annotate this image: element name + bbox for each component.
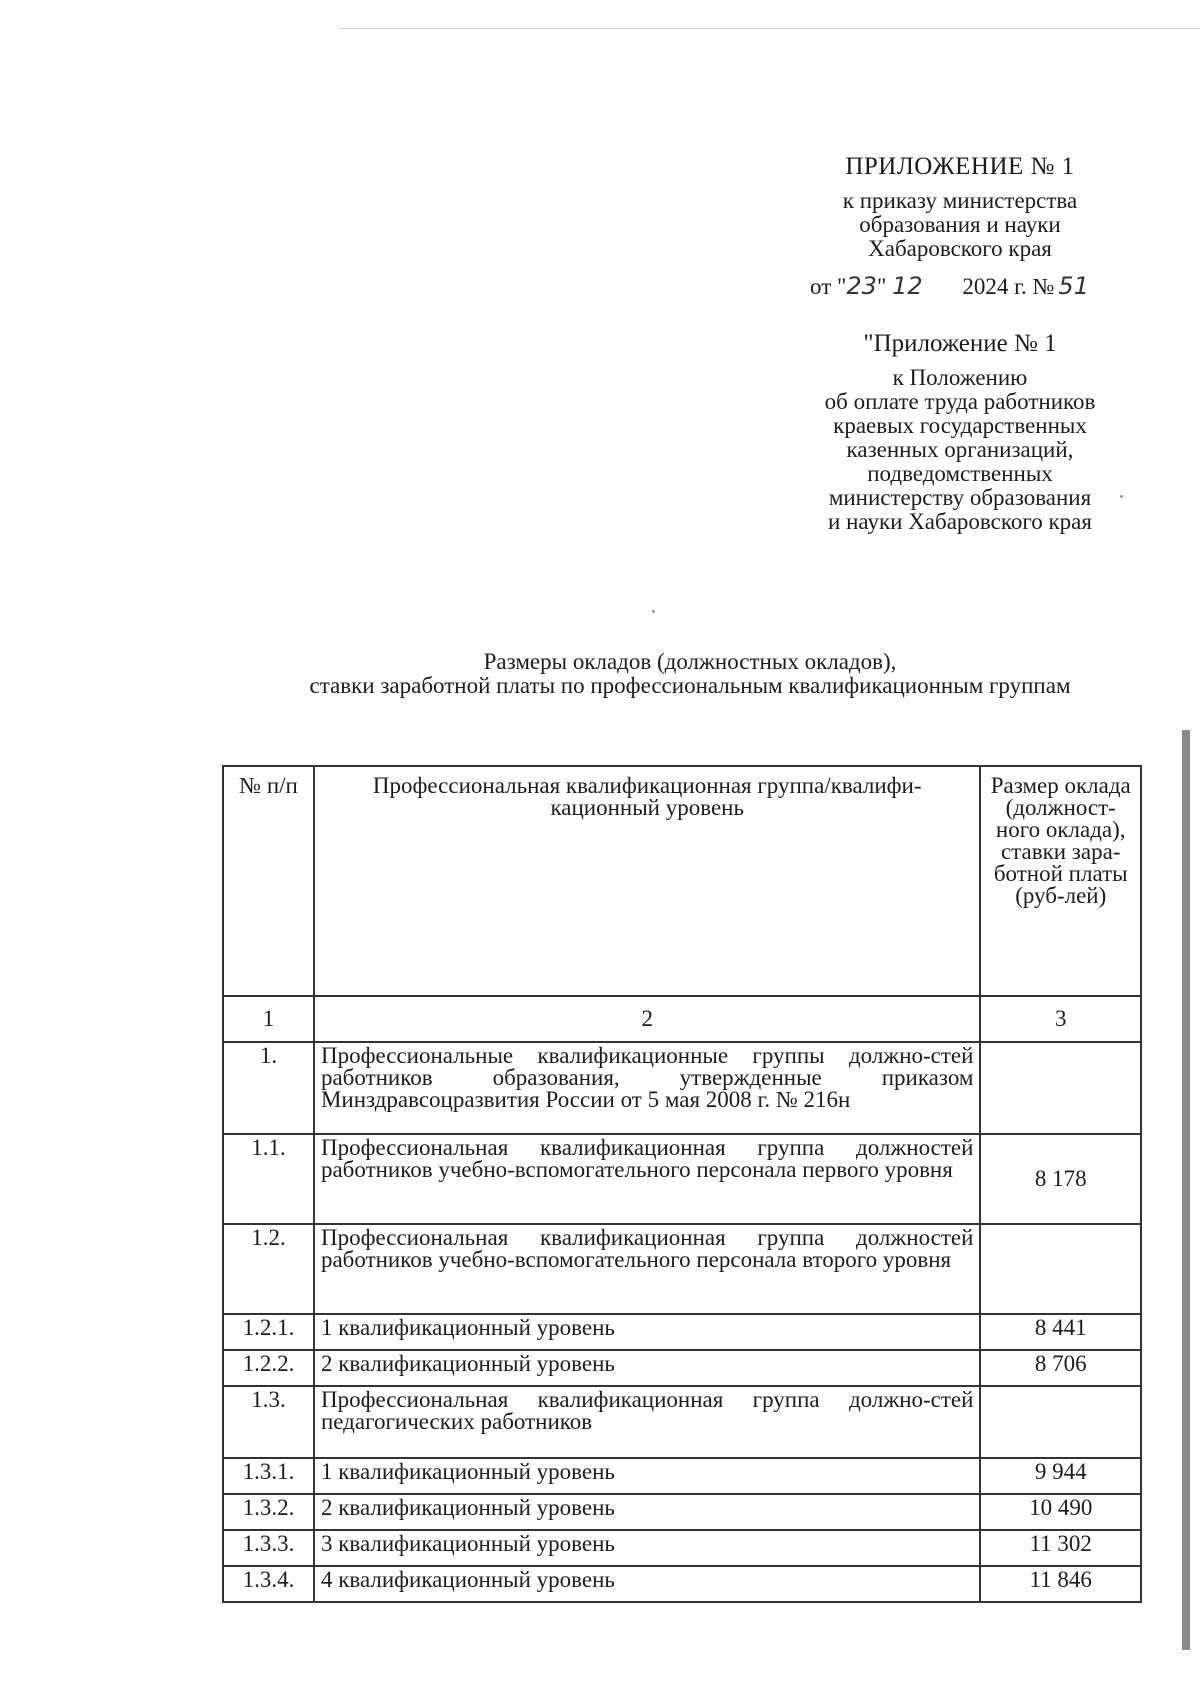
order-date-line — [810, 272, 1170, 300]
header-salary: Размер оклада (должност-ного оклада), ставки зара-ботной платы (руб-лей) — [980, 766, 1141, 996]
scan-edge-top — [340, 28, 1200, 29]
row-value — [980, 1386, 1141, 1458]
handwritten-month: 12 — [892, 272, 923, 300]
row-name: Профессиональная квалификационная группа должно-стей педагогических работников — [314, 1386, 980, 1458]
date-year: 2024 г. № — [962, 274, 1055, 299]
date-prefix: от " — [810, 274, 847, 299]
inner-appendix-line: и науки Хабаровского края — [828, 509, 1092, 534]
caption-line: Размеры окладов (должностных окладов), — [483, 649, 897, 674]
table-row — [223, 1530, 1141, 1566]
row-name: Профессиональная квалификационная группа должностей работников учебно-вспомогательного персонала первого уровня — [314, 1134, 980, 1224]
row-value: 9 944 — [980, 1458, 1141, 1494]
appendix-title: ПРИЛОЖЕНИЕ № 1 — [845, 153, 1075, 180]
salary-table — [222, 765, 1142, 1603]
inner-appendix-line: краевых государственных — [833, 413, 1087, 438]
date-mid: " — [876, 274, 893, 299]
inner-appendix-line: к Положению — [892, 365, 1028, 390]
table-row — [223, 1350, 1141, 1386]
row-num: 1.2.2. — [223, 1350, 314, 1386]
row-num: 1.3.2. — [223, 1494, 314, 1530]
appendix-line: Хабаровского края — [868, 236, 1052, 261]
inner-appendix-header — [760, 332, 1160, 534]
row-name: Профессиональные квалификационные группы должно-стей работников образования, утвержденные приказом Минздравсоцразвития России от 5 мая 2008 г. № 216н — [314, 1042, 980, 1134]
row-value: 8 178 — [980, 1134, 1141, 1224]
appendix-header — [760, 155, 1160, 261]
row-value: 10 490 — [980, 1494, 1141, 1530]
appendix-line: образования и науки — [859, 212, 1061, 237]
table-caption — [220, 650, 1160, 698]
table-row — [223, 1314, 1141, 1350]
row-num: 1. — [223, 1042, 314, 1134]
table-row — [223, 1494, 1141, 1530]
row-value — [980, 1224, 1141, 1314]
inner-appendix-line: казенных организаций, — [846, 437, 1074, 462]
inner-appendix-title: "Приложение № 1 — [863, 330, 1057, 357]
inner-appendix-line: подведомственных — [867, 461, 1053, 486]
header-num: № п/п — [223, 766, 314, 996]
column-number: 1 — [223, 996, 314, 1042]
row-num: 1.3.1. — [223, 1458, 314, 1494]
row-name: 2 квалификационный уровень — [314, 1350, 980, 1386]
row-num: 1.3.3. — [223, 1530, 314, 1566]
row-value: 11 846 — [980, 1566, 1141, 1602]
handwritten-day: 23 — [846, 272, 877, 300]
column-number: 3 — [980, 996, 1141, 1042]
table-row — [223, 1566, 1141, 1602]
row-num: 1.3.4. — [223, 1566, 314, 1602]
row-num: 1.2. — [223, 1224, 314, 1314]
scan-edge-right — [1182, 730, 1190, 1650]
table-row — [223, 1386, 1141, 1458]
row-name: 4 квалификационный уровень — [314, 1566, 980, 1602]
table-row — [223, 1042, 1141, 1134]
row-value: 11 302 — [980, 1530, 1141, 1566]
row-num: 1.3. — [223, 1386, 314, 1458]
column-number: 2 — [314, 996, 980, 1042]
row-value: 8 441 — [980, 1314, 1141, 1350]
inner-appendix-line: министерству образования — [828, 485, 1092, 510]
row-num: 1.1. — [223, 1134, 314, 1224]
row-name: 3 квалификационный уровень — [314, 1530, 980, 1566]
row-value — [980, 1042, 1141, 1134]
inner-appendix-line: об оплате труда работников — [824, 389, 1096, 414]
header-group: Профессиональная квалификационная группа/квалифи-кационный уровень — [314, 766, 980, 996]
caption-line: ставки заработной платы по профессиональным квалификационным группам — [309, 673, 1071, 698]
row-name: Профессиональная квалификационная группа должностей работников учебно-вспомогательного персонала второго уровня — [314, 1224, 980, 1314]
row-num: 1.2.1. — [223, 1314, 314, 1350]
row-name: 1 квалификационный уровень — [314, 1314, 980, 1350]
table-row — [223, 1458, 1141, 1494]
row-name: 1 квалификационный уровень — [314, 1458, 980, 1494]
column-number-row — [223, 996, 1141, 1042]
row-name: 2 квалификационный уровень — [314, 1494, 980, 1530]
handwritten-order-number: 51 — [1058, 272, 1089, 300]
table-row — [223, 1224, 1141, 1314]
appendix-line: к приказу министерства — [842, 188, 1078, 213]
row-value: 8 706 — [980, 1350, 1141, 1386]
table-row — [223, 1134, 1141, 1224]
table-header-row — [223, 766, 1141, 996]
scan-speck — [652, 610, 655, 613]
